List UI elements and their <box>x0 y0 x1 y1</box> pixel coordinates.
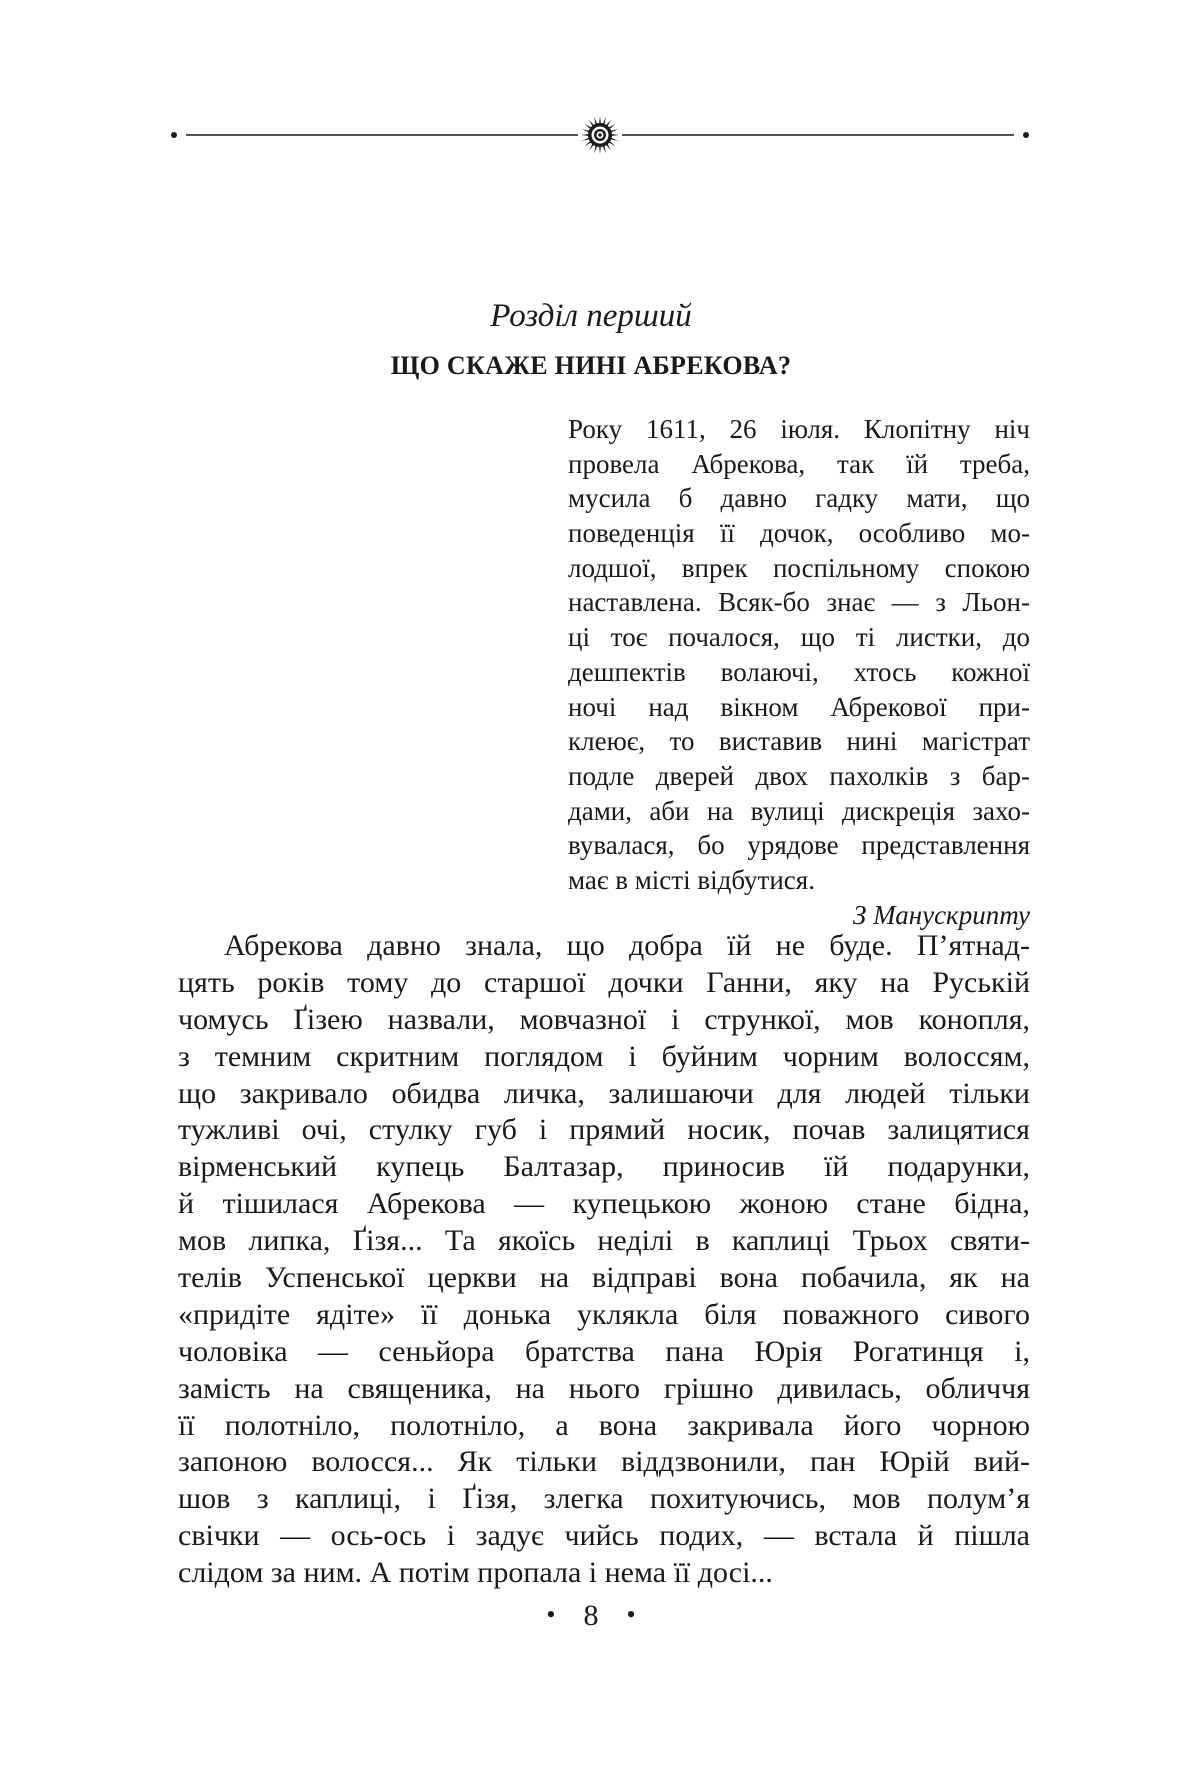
epigraph-line: поведенція її дочок, особливо мо- <box>568 518 1030 549</box>
body-line: з темним скритним поглядом і буйним чорним волоссям, <box>178 1039 1030 1073</box>
body-line: Абрекова давно знала, що добра їй не буде. П’ятнад- <box>224 929 1030 962</box>
ornament-ray <box>611 134 619 136</box>
epigraph-line: лодшої, впрек поспільному спокою <box>568 552 1030 583</box>
body-line: чоловіка — сеньйора братства пана Юрія Рогатинця і, <box>178 1334 1030 1368</box>
epigraph-line: ці тоє почалося, що ті листки, до <box>568 622 1030 653</box>
body-line: шов з каплиці, і Ґізя, злегка похитуючись, мов полум’я <box>178 1482 1030 1516</box>
epigraph-line: Року 1611, 26 іюля. Клопітну ніч <box>568 414 1030 444</box>
body-line: й тішилася Абрекова — купецькою жоною стане бідна, <box>178 1187 1030 1221</box>
epigraph-line: подле дверей двох пахолків з бар- <box>568 760 1030 791</box>
epigraph-line: ночі над вікном Абрекової при- <box>568 691 1030 722</box>
left-dot <box>171 132 177 138</box>
footer-bullet-left: • <box>546 1600 556 1629</box>
epigraph <box>568 412 1030 932</box>
epigraph-line: мусила б давно гадку мати, що <box>568 483 1030 514</box>
epigraph-line: провела Абрекова, так їй треба, <box>568 448 1030 479</box>
body-line: її полотніло, полотніло, а вона закривала його чорною <box>178 1408 1030 1442</box>
sunburst-ornament-icon <box>581 116 619 154</box>
body-line: чомусь Ґізею назвали, мовчазної і стрункої, мов конопля, <box>178 1002 1030 1036</box>
chapter-title: ЩО СКАЖЕ НИНІ АБРЕКОВА? <box>390 351 792 380</box>
right-dot <box>1023 132 1029 138</box>
body-line: мов липка, Ґізя... Та якоїсь неділі в каплиці Трьох святи- <box>178 1224 1030 1258</box>
epigraph-line: вувалася, бо урядове представлення <box>568 830 1030 861</box>
body-line: тужливі очі, стулку губ і прямий носик, почав залицятися <box>178 1113 1030 1147</box>
body-line: слідом за ним. А потім пропала і нема її досі... <box>178 1556 773 1590</box>
body-line: що закривало обидва личка, залишаючи для людей тільки <box>178 1076 1030 1110</box>
body-paragraph <box>178 928 1030 1592</box>
page-number: 8 <box>583 1599 599 1632</box>
ornament-ray <box>581 134 589 136</box>
body-line: вірменський купець Балтазар, приносив їй подарунки, <box>178 1150 1030 1184</box>
epigraph-line: має в місті відбутися. <box>568 864 815 895</box>
header-ornament-rule <box>170 115 1030 155</box>
header-ornament-svg <box>170 115 1030 155</box>
page-footer <box>0 1595 1182 1636</box>
body-line: запоною волосся... Як тільки віддзвонили, пан Юрій вий- <box>178 1445 1030 1479</box>
body-line: замість на священика, на нього грішно дивилась, обличчя <box>178 1371 1030 1405</box>
epigraph-line: дешпектів волаючі, хтось кожної <box>568 656 1030 687</box>
chapter-label: Розділ перший <box>490 298 692 334</box>
epigraph-line: наставлена. Всяк-бо знає — з Льон- <box>568 587 1030 618</box>
epigraph-line: клеює, то виставив нині магістрат <box>568 726 1030 757</box>
ornament-ray <box>599 116 601 124</box>
epigraph-source: З Манускрипту <box>852 899 1030 930</box>
footer-bullet-right: • <box>626 1600 636 1629</box>
ornament-ray <box>599 146 601 154</box>
body-line: телів Успенської церкви на відправі вона побачила, як на <box>178 1261 1030 1295</box>
body-line: свічки — ось-ось і задує чийсь подих, — встала й пішла <box>178 1519 1030 1553</box>
epigraph-line: дами, аби на вулиці дискреція захо- <box>568 795 1030 826</box>
body-line: «придіте ядіте» її донька уклякла біля поважного сивого <box>178 1297 1030 1331</box>
body-line: цять років тому до старшої дочки Ганни, яку на Руській <box>178 965 1030 999</box>
